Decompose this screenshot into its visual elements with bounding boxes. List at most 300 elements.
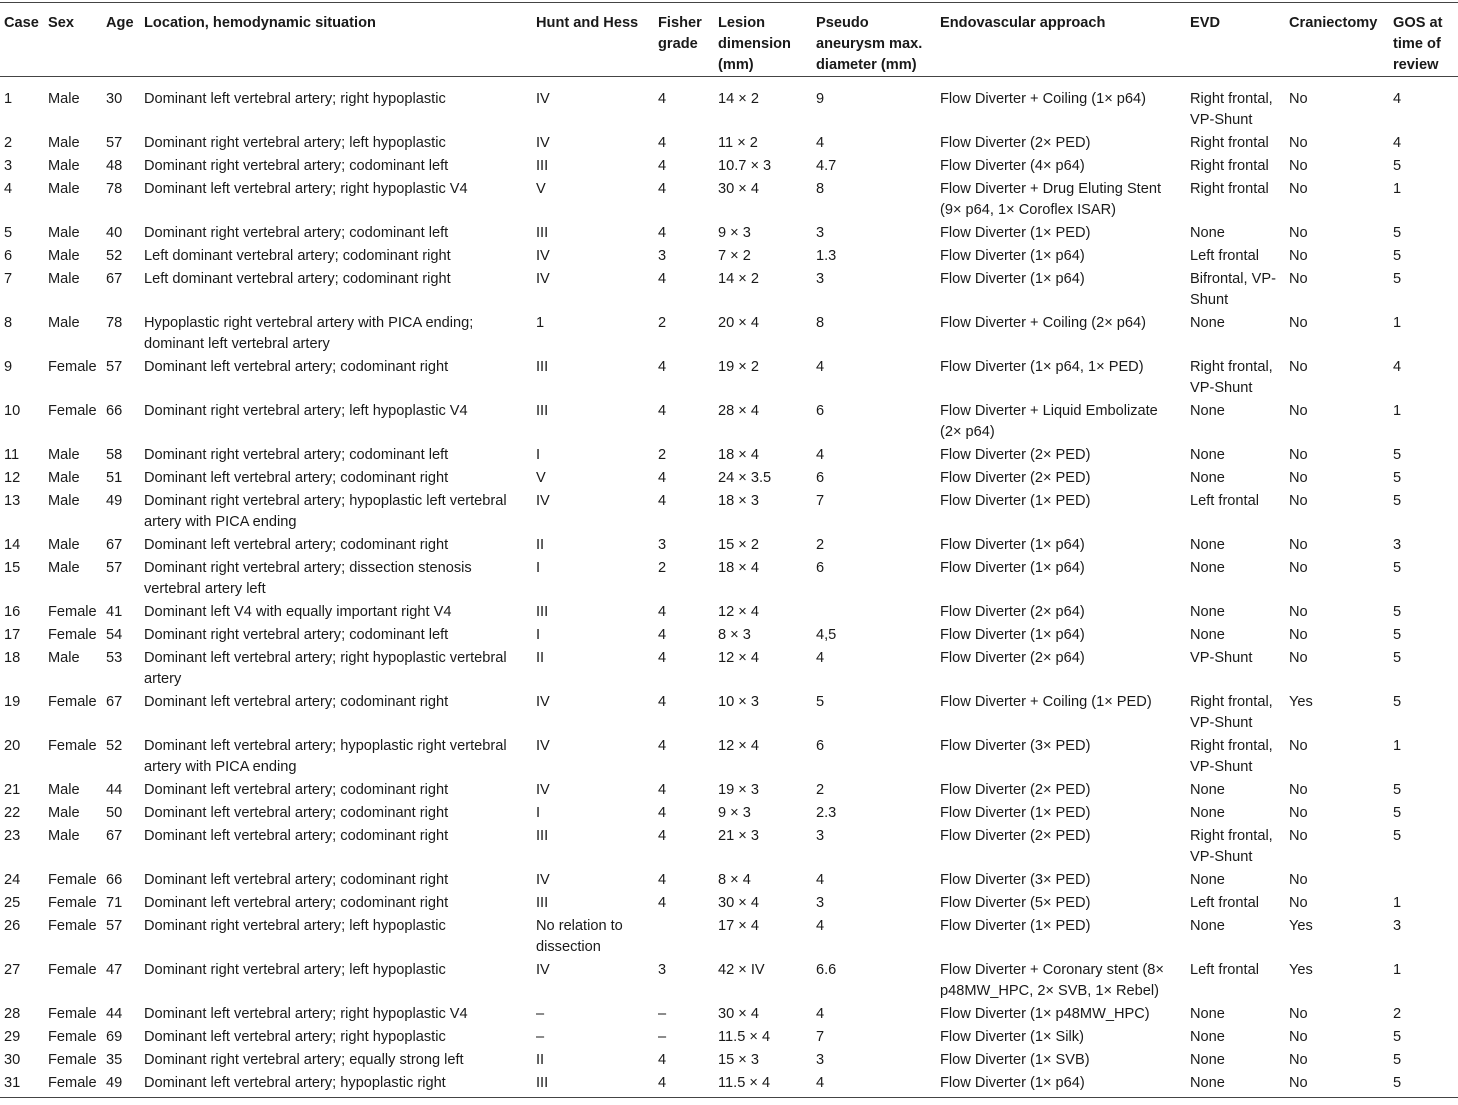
cell-endovascular: Flow Diverter (2× p64) xyxy=(940,604,1085,620)
cell-gos: 5 xyxy=(1393,493,1402,509)
cell-hunt-hess: III xyxy=(536,403,549,419)
cell-sex: Female xyxy=(48,1029,97,1045)
cell-fisher: 4 xyxy=(658,694,667,710)
col-header-hunt-hess: Hunt and Hess xyxy=(532,3,654,77)
table-row xyxy=(0,558,1458,602)
cell-pseudo-aneurysm: 4 xyxy=(816,359,825,375)
cell-fisher: 4 xyxy=(658,359,667,375)
cell-craniectomy: No xyxy=(1289,560,1308,576)
cell-evd: Left frontal xyxy=(1190,248,1259,264)
table-row xyxy=(0,1050,1458,1073)
cell-gos: 1 xyxy=(1393,315,1402,331)
cell-location: Dominant left vertebral artery; right hypoplastic V4 xyxy=(144,181,468,197)
cell-sex: Male xyxy=(48,225,80,241)
cell-lesion: 21 × 3 xyxy=(718,828,759,844)
table-row xyxy=(0,246,1458,269)
table-row xyxy=(0,1073,1458,1098)
cell-craniectomy: No xyxy=(1289,225,1308,241)
cell-evd: Left frontal xyxy=(1190,493,1259,509)
cell-case: 17 xyxy=(4,627,21,643)
cell-lesion: 30 × 4 xyxy=(718,181,759,197)
cell-age: 57 xyxy=(106,359,123,375)
cell-location: Dominant left vertebral artery; right hypoplastic vertebral artery xyxy=(144,650,507,687)
cell-sex: Female xyxy=(44,1073,102,1098)
cell-hunt-hess: I xyxy=(536,447,541,463)
cell-age: 78 xyxy=(106,315,123,331)
cell-pseudo-aneurysm xyxy=(812,602,936,625)
cell-lesion: 11.5 × 4 xyxy=(714,1073,812,1098)
cell-location: Dominant right vertebral artery; dissection stenosis vertebral artery left xyxy=(144,560,472,597)
cell-case: 14 xyxy=(4,537,21,553)
cell-lesion: 19 × 3 xyxy=(718,782,759,798)
cell-sex: Male xyxy=(48,271,80,287)
table-row xyxy=(0,133,1458,156)
cell-hunt-hess: IV xyxy=(536,91,550,107)
cell-sex: Male xyxy=(48,181,80,197)
cell-hunt-hess: III xyxy=(536,158,549,174)
cell-fisher: 4 xyxy=(658,895,667,911)
cell-hunt-hess: No relation to dissection xyxy=(536,918,623,955)
cell-gos: 1 xyxy=(1393,738,1402,754)
cell-sex: Male xyxy=(48,470,80,486)
cell-age: 71 xyxy=(106,895,123,911)
cell-location: Dominant left vertebral artery; right hypoplastic xyxy=(144,91,446,107)
cell-endovascular: Flow Diverter (3× PED) xyxy=(940,872,1091,888)
cell-craniectomy: No xyxy=(1289,805,1308,821)
cell-craniectomy: Yes xyxy=(1289,962,1313,978)
cell-fisher: 4 xyxy=(658,158,667,174)
cell-gos: 5 xyxy=(1393,627,1402,643)
cell-sex: Male xyxy=(48,91,80,107)
cell-age: 30 xyxy=(106,91,123,107)
cell-craniectomy: No xyxy=(1289,627,1308,643)
cell-evd: None xyxy=(1190,1006,1225,1022)
cell-case: 16 xyxy=(4,604,21,620)
cell-case: 26 xyxy=(4,918,21,934)
table-row xyxy=(0,960,1458,1004)
cell-endovascular: Flow Diverter (1× p64) xyxy=(940,248,1085,264)
table-row xyxy=(0,870,1458,893)
cell-fisher: 4 xyxy=(658,493,667,509)
cell-craniectomy: No xyxy=(1289,447,1308,463)
cell-location: Left dominant vertebral artery; codominant right xyxy=(144,271,451,287)
cell-gos: 5 xyxy=(1393,560,1402,576)
cell-evd: None xyxy=(1190,1052,1225,1068)
cell-craniectomy: No xyxy=(1289,91,1308,107)
table-row xyxy=(0,1027,1458,1050)
cell-case: 27 xyxy=(4,962,21,978)
cell-lesion: 30 × 4 xyxy=(718,1006,759,1022)
cell-gos: 1 xyxy=(1393,962,1402,978)
table-row xyxy=(0,223,1458,246)
cell-gos: 5 xyxy=(1393,650,1402,666)
cell-sex: Male xyxy=(48,248,80,264)
cell-lesion: 11 × 2 xyxy=(718,135,758,151)
cell-hunt-hess: IV xyxy=(536,694,550,710)
cell-case: 7 xyxy=(4,271,13,287)
cell-case: 24 xyxy=(4,872,21,888)
cell-sex: Male xyxy=(48,560,80,576)
cell-pseudo-aneurysm: 2 xyxy=(816,782,825,798)
table-row xyxy=(0,736,1458,780)
cell-lesion: 15 × 3 xyxy=(718,1052,759,1068)
table-row xyxy=(0,803,1458,826)
cell-fisher xyxy=(654,916,714,960)
col-header-pseudo-aneurysm: Pseudo aneurysm max. diameter (mm) xyxy=(812,3,936,77)
cell-lesion: 12 × 4 xyxy=(718,738,759,754)
cell-pseudo-aneurysm: 3 xyxy=(816,1052,825,1068)
cell-pseudo-aneurysm: 7 xyxy=(816,493,825,509)
cell-case: 15 xyxy=(4,560,21,576)
cell-fisher: 4 xyxy=(658,403,667,419)
cell-hunt-hess: IV xyxy=(536,872,550,888)
cell-case: 4 xyxy=(4,181,13,197)
cell-lesion: 12 × 4 xyxy=(718,650,759,666)
cell-age: 57 xyxy=(106,560,123,576)
cell-endovascular: Flow Diverter (1× PED) xyxy=(940,918,1091,934)
col-header-lesion: Lesion dimension (mm) xyxy=(714,3,812,77)
cell-hunt-hess: III xyxy=(536,359,549,375)
cell-case: 30 xyxy=(4,1052,21,1068)
cell-fisher: 4 xyxy=(658,627,667,643)
cell-sex: Male xyxy=(48,135,80,151)
cell-craniectomy: No xyxy=(1289,872,1308,888)
cell-evd: Right frontal, VP-Shunt xyxy=(1190,828,1273,865)
cell-case: 6 xyxy=(4,248,13,264)
cell-sex: Male xyxy=(48,447,80,463)
cell-fisher: 2 xyxy=(658,447,667,463)
cell-pseudo-aneurysm: 3 xyxy=(816,271,825,287)
cell-case: 25 xyxy=(4,895,21,911)
cell-sex: Male xyxy=(48,493,80,509)
cell-craniectomy: No xyxy=(1289,738,1308,754)
cell-location: Dominant left vertebral artery; codominant right xyxy=(144,805,449,821)
cell-craniectomy: No xyxy=(1289,537,1308,553)
cell-hunt-hess: – xyxy=(536,1029,545,1045)
cell-sex: Female xyxy=(48,738,97,754)
cell-evd: None xyxy=(1190,470,1225,486)
cell-fisher: 4 xyxy=(654,1073,714,1098)
col-header-craniectomy: Craniectomy xyxy=(1285,3,1389,77)
cell-evd: Bifrontal, VP-Shunt xyxy=(1190,271,1276,308)
cell-endovascular: Flow Diverter + Liquid Embolizate (2× p64) xyxy=(940,403,1158,440)
cell-gos: 5 xyxy=(1389,1073,1458,1098)
cell-sex: Female xyxy=(48,872,97,888)
cell-fisher: 4 xyxy=(658,271,667,287)
cell-case: 19 xyxy=(4,694,21,710)
cell-fisher: 2 xyxy=(658,315,667,331)
cell-pseudo-aneurysm: 3 xyxy=(816,895,825,911)
cell-gos: 5 xyxy=(1393,447,1402,463)
cell-endovascular: Flow Diverter + Drug Eluting Stent (9× p64, 1× Coroflex ISAR) xyxy=(940,181,1162,218)
cell-fisher: 4 xyxy=(658,604,667,620)
cell-pseudo-aneurysm: 3 xyxy=(816,828,825,844)
cell-craniectomy: No xyxy=(1289,315,1308,331)
cell-lesion: 30 × 4 xyxy=(718,895,759,911)
cell-gos: 4 xyxy=(1393,359,1402,375)
cell-lesion: 10 × 3 xyxy=(718,694,759,710)
cell-evd: Right frontal, VP-Shunt xyxy=(1190,91,1273,128)
cell-hunt-hess: IV xyxy=(536,271,550,287)
cell-craniectomy: No xyxy=(1289,135,1308,151)
cell-sex: Female xyxy=(48,403,97,419)
cell-age: 67 xyxy=(106,537,123,553)
cell-lesion: 10.7 × 3 xyxy=(718,158,772,174)
cell-lesion: 18 × 4 xyxy=(718,447,759,463)
cell-fisher: 4 xyxy=(658,872,667,888)
cell-hunt-hess: I xyxy=(536,560,541,576)
cell-gos: 5 xyxy=(1393,470,1402,486)
cell-fisher: 3 xyxy=(658,962,667,978)
cell-endovascular: Flow Diverter (2× PED) xyxy=(940,135,1091,151)
col-header-evd: EVD xyxy=(1186,3,1285,77)
cell-sex: Male xyxy=(48,315,80,331)
cell-endovascular: Flow Diverter + Coronary stent (8× p48MW_HPC, 2× SVB, 1× Rebel) xyxy=(940,962,1164,999)
cell-fisher: 4 xyxy=(658,470,667,486)
cell-location: Dominant left vertebral artery; codominant right xyxy=(144,895,449,911)
cell-endovascular: Flow Diverter (1× Silk) xyxy=(940,1029,1084,1045)
cell-evd: Right frontal, VP-Shunt xyxy=(1190,694,1273,731)
cell-case: 13 xyxy=(4,493,21,509)
cell-fisher: 4 xyxy=(658,738,667,754)
cell-pseudo-aneurysm: 2.3 xyxy=(816,805,837,821)
cell-evd: None xyxy=(1190,315,1225,331)
cell-case: 1 xyxy=(4,91,13,107)
cell-lesion: 24 × 3.5 xyxy=(718,470,772,486)
cell-sex: Male xyxy=(48,782,80,798)
cell-case: 10 xyxy=(4,403,21,419)
cell-hunt-hess: II xyxy=(536,537,545,553)
cell-evd: None xyxy=(1190,627,1225,643)
cell-age: 50 xyxy=(106,805,123,821)
cell-sex: Female xyxy=(48,359,97,375)
cell-case: 18 xyxy=(4,650,21,666)
cell-evd: None xyxy=(1190,918,1225,934)
cell-location: Dominant left vertebral artery; codominant right xyxy=(144,782,449,798)
cell-age: 51 xyxy=(106,470,123,486)
cell-location: Dominant left vertebral artery; codominant right xyxy=(144,828,449,844)
cell-case: 22 xyxy=(4,805,21,821)
cell-age: 44 xyxy=(106,782,123,798)
cell-endovascular: Flow Diverter (1× p64) xyxy=(940,271,1085,287)
cell-craniectomy: Yes xyxy=(1289,694,1313,710)
cell-endovascular: Flow Diverter (2× p64) xyxy=(940,650,1085,666)
cell-fisher: 3 xyxy=(658,537,667,553)
header-row xyxy=(0,3,1458,77)
cell-gos: 3 xyxy=(1393,537,1402,553)
cell-location: Dominant left vertebral artery; hypoplastic right vertebral artery with PICA ending xyxy=(144,738,507,775)
cell-endovascular: Flow Diverter (1× p48MW_HPC) xyxy=(940,1006,1150,1022)
cell-craniectomy: No xyxy=(1289,895,1308,911)
cell-hunt-hess: III xyxy=(536,895,549,911)
col-header-case: Case xyxy=(0,3,44,77)
cell-location: Hypoplastic right vertebral artery with PICA ending; dominant left vertebral artery xyxy=(144,315,474,352)
cell-gos: 1 xyxy=(1393,895,1402,911)
cell-lesion: 20 × 4 xyxy=(718,315,759,331)
cell-fisher: 4 xyxy=(658,135,667,151)
cell-case: 31 xyxy=(0,1073,44,1098)
cell-sex: Male xyxy=(48,828,80,844)
cell-case: 5 xyxy=(4,225,13,241)
cell-gos: 4 xyxy=(1393,91,1402,107)
cell-fisher: – xyxy=(658,1029,667,1045)
cell-pseudo-aneurysm: 6.6 xyxy=(816,962,837,978)
cell-age: 57 xyxy=(106,918,123,934)
table-row xyxy=(0,916,1458,960)
cell-fisher: 4 xyxy=(658,181,667,197)
cell-gos: 5 xyxy=(1393,1052,1402,1068)
table-row xyxy=(0,269,1458,313)
cell-sex: Female xyxy=(48,604,97,620)
cell-hunt-hess: III xyxy=(536,225,549,241)
cell-location: Dominant left vertebral artery; right hypoplastic V4 xyxy=(144,1006,468,1022)
cell-pseudo-aneurysm: 7 xyxy=(816,1029,825,1045)
cell-lesion: 14 × 2 xyxy=(718,271,759,287)
table-row xyxy=(0,468,1458,491)
cell-gos: 5 xyxy=(1393,828,1402,844)
cell-age: 69 xyxy=(106,1029,123,1045)
cell-evd: VP-Shunt xyxy=(1190,650,1253,666)
col-header-age: Age xyxy=(102,3,140,77)
cell-location: Dominant left vertebral artery; right hypoplastic xyxy=(144,1029,446,1045)
cell-sex: Female xyxy=(48,895,97,911)
cell-pseudo-aneurysm: 4 xyxy=(816,918,825,934)
cell-pseudo-aneurysm: 4 xyxy=(812,1073,936,1098)
cell-location: Dominant right vertebral artery; left hypoplastic V4 xyxy=(144,403,468,419)
cell-pseudo-aneurysm: 1.3 xyxy=(816,248,837,264)
cell-craniectomy: No xyxy=(1289,828,1308,844)
table-row xyxy=(0,893,1458,916)
cell-gos: 5 xyxy=(1393,271,1402,287)
cell-fisher: 4 xyxy=(658,782,667,798)
cell-evd: Left frontal xyxy=(1190,895,1259,911)
cell-lesion: 18 × 4 xyxy=(718,560,759,576)
cell-craniectomy: No xyxy=(1289,1052,1308,1068)
cell-age: 58 xyxy=(106,447,123,463)
cell-endovascular: Flow Diverter (1× PED) xyxy=(940,805,1091,821)
cell-pseudo-aneurysm: 4 xyxy=(816,650,825,666)
cell-location: Dominant right vertebral artery; codominant left xyxy=(144,158,449,174)
cell-evd: None xyxy=(1190,403,1225,419)
cell-age: 52 xyxy=(106,248,123,264)
cell-hunt-hess: – xyxy=(536,1006,545,1022)
cell-gos: 5 xyxy=(1393,225,1402,241)
cell-pseudo-aneurysm: 6 xyxy=(816,470,825,486)
cell-evd: None xyxy=(1190,1029,1225,1045)
cell-case: 12 xyxy=(4,470,21,486)
cell-craniectomy: No xyxy=(1289,782,1308,798)
cell-case: 11 xyxy=(4,447,20,463)
cell-pseudo-aneurysm: 4 xyxy=(816,1006,825,1022)
cell-hunt-hess: IV xyxy=(536,782,550,798)
cell-location: Dominant right vertebral artery; codominant left xyxy=(144,627,449,643)
cell-fisher: 4 xyxy=(658,91,667,107)
cell-evd: None xyxy=(1190,537,1225,553)
cell-sex: Male xyxy=(48,650,80,666)
cell-endovascular: Flow Diverter (5× PED) xyxy=(940,895,1091,911)
cell-evd: Right frontal, VP-Shunt xyxy=(1190,359,1273,396)
cell-pseudo-aneurysm: 4.7 xyxy=(816,158,837,174)
cell-age: 47 xyxy=(106,962,123,978)
cell-fisher: 4 xyxy=(658,225,667,241)
cell-fisher: 3 xyxy=(658,248,667,264)
cell-case: 23 xyxy=(4,828,21,844)
cell-pseudo-aneurysm: 4,5 xyxy=(816,627,837,643)
cell-endovascular: Flow Diverter (4× p64) xyxy=(940,158,1085,174)
col-header-fisher: Fisher grade xyxy=(654,3,714,77)
col-header-endovascular: Endovascular approach xyxy=(936,3,1186,77)
cell-pseudo-aneurysm: 5 xyxy=(816,694,825,710)
cell-fisher: 4 xyxy=(658,650,667,666)
cell-case: 29 xyxy=(4,1029,21,1045)
cell-evd: Right frontal xyxy=(1190,135,1269,151)
table-row xyxy=(0,156,1458,179)
cell-lesion: 9 × 3 xyxy=(718,805,751,821)
cell-age: 40 xyxy=(106,225,123,241)
cell-gos: 5 xyxy=(1393,248,1402,264)
cell-craniectomy: No xyxy=(1289,1029,1308,1045)
cell-craniectomy: No xyxy=(1289,493,1308,509)
table-row xyxy=(0,692,1458,736)
cell-craniectomy: No xyxy=(1289,181,1308,197)
cell-endovascular: Flow Diverter (1× p64) xyxy=(940,537,1085,553)
table-row xyxy=(0,625,1458,648)
cell-hunt-hess: III xyxy=(536,828,549,844)
cell-hunt-hess: III xyxy=(536,604,549,620)
cell-location: Dominant right vertebral artery; left hypoplastic xyxy=(144,135,446,151)
cell-age: 54 xyxy=(106,627,123,643)
cell-lesion: 19 × 2 xyxy=(718,359,759,375)
cell-evd: None xyxy=(1190,604,1225,620)
cell-location: Left dominant vertebral artery; codominant right xyxy=(144,248,451,264)
cell-gos xyxy=(1389,870,1458,893)
cell-hunt-hess: IV xyxy=(536,962,550,978)
cell-lesion: 12 × 4 xyxy=(718,604,759,620)
cell-hunt-hess: IV xyxy=(536,738,550,754)
cell-evd: None xyxy=(1190,872,1225,888)
cell-endovascular: Flow Diverter + Coiling (1× PED) xyxy=(940,694,1152,710)
cell-pseudo-aneurysm: 6 xyxy=(816,738,825,754)
cell-hunt-hess: IV xyxy=(536,135,550,151)
cell-craniectomy: No xyxy=(1285,1073,1389,1098)
col-header-sex: Sex xyxy=(44,3,102,77)
cell-lesion: 18 × 3 xyxy=(718,493,759,509)
cell-location: Dominant left vertebral artery; codominant right xyxy=(144,694,449,710)
cell-gos: 5 xyxy=(1393,604,1402,620)
table-row xyxy=(0,826,1458,870)
cell-evd: None xyxy=(1190,805,1225,821)
cell-fisher: 4 xyxy=(658,805,667,821)
cell-evd: Left frontal xyxy=(1190,962,1259,978)
cell-gos: 5 xyxy=(1393,782,1402,798)
cell-hunt-hess: I xyxy=(536,627,541,643)
cell-gos: 5 xyxy=(1393,694,1402,710)
cell-pseudo-aneurysm: 4 xyxy=(816,447,825,463)
table-row xyxy=(0,648,1458,692)
cell-evd: None xyxy=(1186,1073,1285,1098)
cell-case: 3 xyxy=(4,158,13,174)
cell-endovascular: Flow Diverter (1× PED) xyxy=(940,225,1091,241)
cell-pseudo-aneurysm: 9 xyxy=(816,91,825,107)
cell-hunt-hess: V xyxy=(536,181,546,197)
cell-age: 48 xyxy=(106,158,123,174)
table-row xyxy=(0,602,1458,625)
cell-hunt-hess: IV xyxy=(536,248,550,264)
table-row xyxy=(0,179,1458,223)
cell-endovascular: Flow Diverter (1× PED) xyxy=(940,493,1091,509)
cell-location: Dominant right vertebral artery; left hypoplastic xyxy=(144,918,446,934)
cell-hunt-hess: II xyxy=(536,1052,545,1068)
